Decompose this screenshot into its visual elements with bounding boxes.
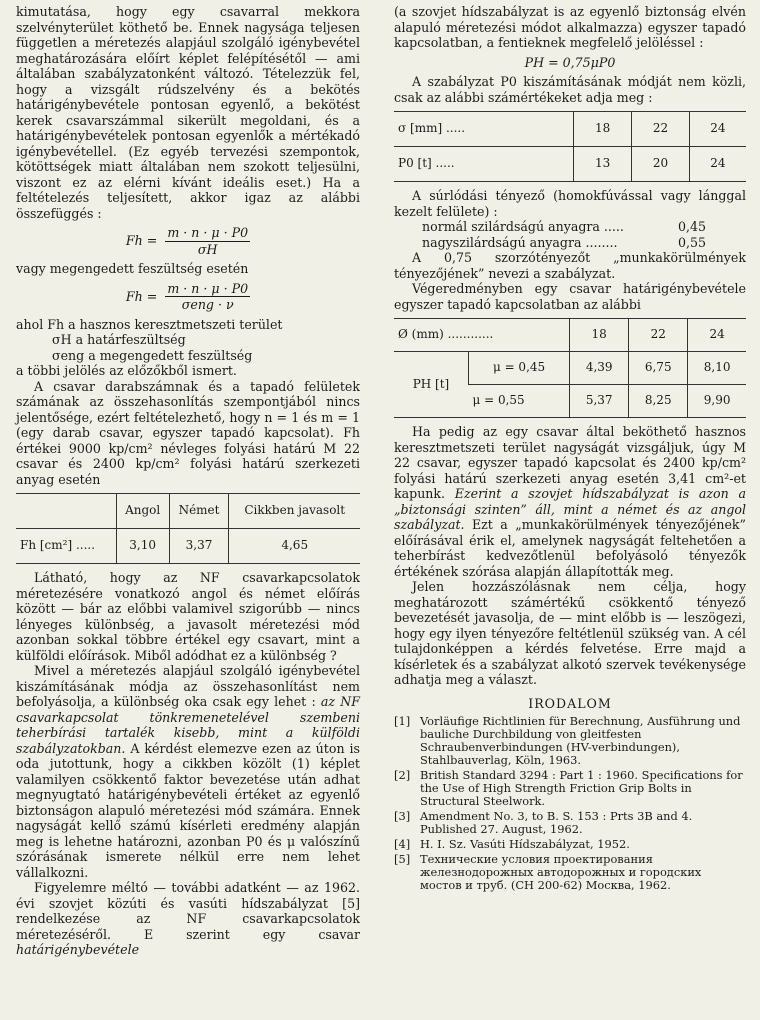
formula-ph: PH = 0,75μP0 [524,54,616,70]
table-cell: 4,65 [229,529,360,564]
ph-results-table [394,318,746,418]
table-row [394,147,746,182]
table-row [394,112,746,147]
table-header-cell: Német [169,494,229,529]
friction-value: 0,45 [677,219,706,234]
table-header-cell: Angol [116,494,169,529]
reference-number: [3] [394,809,411,823]
comparison-table [16,493,360,564]
table-cell: 13 [574,147,632,182]
formula-denominator: σeng · ν [181,297,234,312]
reference-text: Vorläufige Richtlinien für Berechnung, Ausführung und bauliche Durchbildung von gleitfesten Schraubenverbindungen (HV-verbindungen), Stahlbauverlag, Köln, 1963. [420,714,741,767]
reference-item [394,715,746,767]
formula-lhs: Fh = [125,288,158,304]
paragraph: vagy megengedett feszültség esetén [16,261,249,276]
table-cell: 3,37 [169,529,229,564]
friction-line [394,219,746,235]
table-cell: 5,37 [570,385,629,418]
reference-number: [2] [394,768,411,782]
friction-label: normál szilárdságú anyagra ..... [422,219,624,234]
reference-number: [4] [394,837,411,851]
emphasis-text: az NF csavarkapcsolat tönkremenetelével szembeni teherbírási tartalék kisebb, mint a külföldi szabályzatokban. [16,694,360,756]
reference-text: H. I. Sz. Vasúti Hídszabályzat, 1952. [420,837,630,851]
table-row-label: P0 [t] ..... [394,147,574,182]
table-cell: 8,25 [629,385,688,418]
reference-number: [1] [394,714,411,728]
table-row-label: σ [mm] ..... [394,112,574,147]
reference-item [394,853,746,892]
table-cell: 24 [689,147,746,182]
definition-line: σeng a megengedett feszültség [52,347,253,363]
text-run: A kérdést elemezve ezen az úton is oda jutottunk, hogy a cikkben közölt (1) képlet valamilyen csökkentő faktor bevezetése után adhat megnyugtató határigénybevételi értéket az egyenlő biztonságon alapuló méretezési mód számára. Ennek nagyságát kellő számú kísérleti eredmény alapján meg is lehetne határozni, azonban P0 és μ valószínű szórásának ismerete nélkül erre nem lehet vállalkozni. [16,740,360,880]
table-cell: 20 [632,147,690,182]
paragraph: Látható, hogy az NF csavarkapcsolatok méretezésére vonatkozó angol és német előírás között — bár az előbbi valamivel szigorúbb — nincs lényeges különbség, a javasolt méretezési mód azonban sokkal többre értékel egy csavart, mint a külföldi előírások. Miből adódhat ez a különbség ? [16,570,360,663]
formula-lhs: Fh = [125,233,158,249]
formula-fh-limit [16,225,360,257]
table-header-cell: Ø (mm) ............ [394,319,570,352]
table-row [394,352,746,385]
table-cell: 22 [632,112,690,147]
symbol-definitions [16,317,360,379]
formula-numerator: m · n · μ · P0 [167,280,249,296]
table-header-row [394,319,746,352]
table-row [16,529,360,564]
paragraph [394,424,746,579]
table-row-label: Fh [cm²] ..... [16,529,116,564]
formula-fraction [165,281,250,313]
right-column [394,4,746,894]
definition-line: ahol Fh a hasznos keresztmetszeti terület [16,316,283,332]
definition-line: σH a határfeszültség [52,332,186,347]
table-cell: 4,39 [570,352,629,385]
table-header-row [16,494,360,529]
text-run: Ha pedig az egy csavar által beköthető hasznos keresztmetszeti terület nagyságát vizsgáljuk, úgy M 22 csavar, egyszer tapadó kapcsolat és 2400 kp/cm² folyási határú szerkezeti anyag esetén 3,41 cm²-et kapunk. [394,424,746,501]
paragraph: (a szovjet hídszabályzat is az egyenlő biztonság elvén alapuló méretezési módot alkalmazza) egyszer tapadó kapcsolatban, a fentieknek megfelelő jelöléssel : [394,4,746,50]
formula-fh-allowable [16,281,360,313]
table-header-cell: 24 [688,319,746,352]
paragraph: kimutatása, hogy egy csavarral mekkora szelvényterület köthető be. Ennek nagysága teljesen független a méretezés alapjául szolgáló igénybevétel meghatározására előírt képlet felépítésétől — ami általában szabályzatonként változó. Tételezzük fel, hogy a vizsgált rúdszelvény és a bekötés határigénybevétele pontosan egyenlő, a bekötést kerek csavarszámmal sikerült megoldani, és a határigénybevételek pontosan egyenlők a mértékadó igénybevétellel. (Ez egyéb tervezési szempontok, kötöttségek miatt általában nem szokott teljesülni, viszont ez az elérni kívánt ideális eset.) Ha a feltételezés teljesített, akkor igaz az alábbi összefüggés : [16,4,360,221]
reference-item [394,769,746,808]
reference-number: [5] [394,852,411,866]
paragraph: A csavar darabszámnak és a tapadó felületek számának az összehasonlítás szempontjából nincs jelentősége, ezért feltételezhető, hogy n = 1 és m = 1 (egy darab csavar, egyszer tapadó kapcsolat). Fh értékei 9000 kp/cm² névleges folyási határú M 22 csavar és 2400 kp/cm² folyási határú szerkezeti anyag esetén [16,378,360,487]
table-header-cell: Cikkben javasolt [229,494,360,529]
friction-values [394,219,746,250]
table-row-label: PH [t] [394,352,468,418]
formula-numerator: m · n · μ · P0 [167,225,249,240]
emphasis-text: határigénybevétele [16,942,140,957]
text-run: Mivel a méretezés alapjául szolgáló igénybevétel kiszámításának módja az összehasonlítást nem befolyásolja, a különbség oka csak egy lehet : [16,663,360,709]
table-header-cell: 18 [570,319,629,352]
text-run: Ezt a „munkakörülmények tényezőjének” előírásával érik el, amelynek nagyságát feltehetően a teherbírást kedvezőtlenül befolyásoló tényezők értékének szórása alapján állapították meg. [394,517,746,579]
section-heading: IRODALOM [528,695,612,711]
table-header-cell [16,494,116,529]
formula-denominator: σH [197,241,218,257]
formula-fraction [165,225,250,257]
paragraph: A 0,75 szorzótényezőt „munkakörülmények tényezőjének” nevezi a szabályzat. [394,250,746,281]
reference-item [394,810,746,836]
table-cell: 8,10 [688,352,746,385]
table-cell: μ = 0,45 [468,352,569,385]
table-cell: 3,10 [116,529,169,564]
table-cell: μ = 0,55 [468,385,569,418]
paragraph [16,880,360,958]
table-header-cell: 22 [629,319,688,352]
text-run: Figyelemre méltó — további adatként — az 1962. évi szovjet közúti és vasúti hídszabályzat [5] rendelkezése az NF csavarkapcsolatok méretezéséről. E szerint egy csavar [16,880,360,942]
friction-line [394,235,746,251]
reference-list [394,715,746,892]
paragraph [16,663,360,880]
left-column [16,4,360,958]
reference-text: Технические условия проектирования железнодорожных автодорожных и городских мостов и труб. (СН 200-62) Москва, 1962. [420,852,702,892]
paragraph: Jelen hozzászólásnak nem célja, hogy meghatározott számértékű csökkentő tényező bevezetését javasolja, de — mint előbb is — leszögezi, hogy egy ilyen tényezőre feltétlenül szükség van. A cél tulajdonképpen a kérdés felvetése. Erre majd a kísérletek és a szabályzat alkotó szervek tevékenysége adhatja meg a választ. [394,579,746,687]
table-cell: 18 [574,112,632,147]
paragraph: A szabályzat P0 kiszámításának módját nem közli, csak az alábbi számértékeket adja meg : [394,74,746,105]
table-cell: 24 [689,112,746,147]
definition-line: a többi jelölés az előzőkből ismert. [16,363,237,378]
paragraph: Végeredményben egy csavar határigénybevétele egyszer tapadó kapcsolatban az alábbi [394,281,746,312]
table-cell: 6,75 [629,352,688,385]
friction-value: 0,55 [677,234,706,250]
reference-text: Amendment No. 3, to B. S. 153 : Prts 3B and 4. Published 27. August, 1962. [420,809,693,836]
reference-item [394,838,746,851]
friction-label: nagyszilárdságú anyagra ........ [422,234,618,250]
emphasis-text: Ezerint a szovjet hídszabályzat is azon a „biztonsági szinten” áll, mint a német és az angol szabályzat. [394,486,746,532]
table-cell: 9,90 [688,385,746,418]
paragraph: A súrlódási tényező (homokfúvással vagy lánggal kezelt felülete) : [394,188,746,219]
p0-values-table [394,111,746,182]
reference-text: British Standard 3294 : Part 1 : 1960. Specifications for the Use of High Strength Friction Grip Bolts in Structural Steelwork. [420,768,743,808]
